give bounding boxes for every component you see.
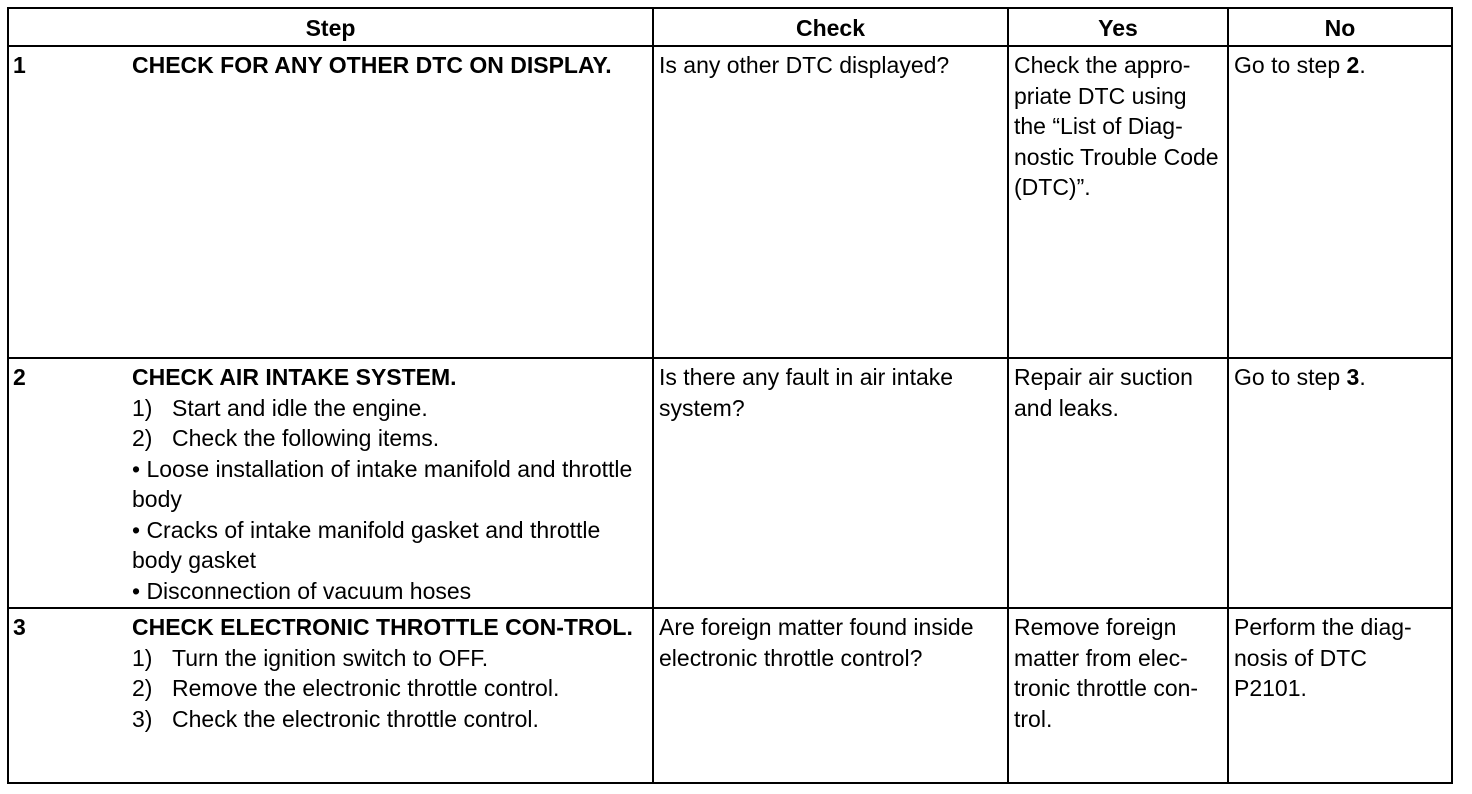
no-suffix: . (1359, 52, 1366, 78)
bullet-item: • Cracks of intake manifold gasket and throttle body gasket (132, 516, 601, 573)
substep (132, 673, 647, 704)
table-row (8, 608, 1452, 783)
step-body (132, 50, 647, 81)
step-number: 1 (13, 52, 26, 78)
substep-text: Turn the ignition switch to OFF. (172, 644, 489, 671)
step-reference: 2 (1346, 52, 1360, 78)
yes-cell: Repair air suction and leaks. (1008, 358, 1228, 608)
no-suffix: . (1359, 364, 1366, 390)
step-body (132, 362, 647, 606)
header-yes: Yes (1008, 8, 1228, 46)
check-cell: Is there any fault in air intake system? (653, 358, 1008, 608)
substep-text: Check the following items. (172, 425, 440, 451)
yes-cell: Check the appro-priate DTC using the “List of Diag-nostic Trouble Code (DTC)”. (1008, 46, 1228, 358)
step-title: CHECK ELECTRONIC THROTTLE CON-TROL. (132, 614, 633, 640)
step-reference: 3 (1346, 364, 1360, 390)
step-number: 3 (13, 614, 26, 640)
no-cell (1228, 46, 1452, 358)
substep (132, 643, 647, 674)
step-body (132, 612, 647, 734)
substep-number: 1) (132, 644, 153, 671)
check-cell: Are foreign matter found inside electronic throttle control? (653, 608, 1008, 783)
substep (132, 704, 647, 735)
table-header-row (8, 8, 1452, 46)
check-cell: Is any other DTC displayed? (653, 46, 1008, 358)
substep-number: 2) (132, 675, 153, 701)
no-cell (1228, 358, 1452, 608)
table-row (8, 358, 1452, 608)
step-title: CHECK AIR INTAKE SYSTEM. (132, 364, 457, 390)
substep-number: 2) (132, 425, 153, 451)
substep-text: Remove the electronic throttle control. (172, 675, 560, 701)
substep-text: Start and idle the engine. (172, 394, 428, 421)
no-cell: Perform the diag-nosis of DTC P2101. (1228, 608, 1452, 783)
header-step: Step (8, 8, 653, 46)
diagnostic-table (7, 7, 1453, 784)
substep-text: Check the electronic throttle control. (172, 705, 539, 732)
step-cell (8, 358, 653, 608)
bullet-item: • Loose installation of intake manifold and throttle body (132, 455, 633, 512)
step-cell (8, 608, 653, 783)
substep-number: 1) (132, 394, 153, 421)
step-cell (8, 46, 653, 358)
yes-cell: Remove foreign matter from elec-tronic throttle con-trol. (1008, 608, 1228, 783)
step-title: CHECK FOR ANY OTHER DTC ON DISPLAY. (132, 52, 612, 78)
substep (132, 423, 647, 454)
substep-number: 3) (132, 705, 153, 732)
step-number: 2 (13, 364, 26, 390)
substep (132, 393, 647, 424)
no-text: Go to step (1234, 52, 1347, 78)
header-check: Check (653, 8, 1008, 46)
header-no: No (1228, 8, 1452, 46)
table-row (8, 46, 1452, 358)
bullet-item: • Disconnection of vacuum hoses (132, 577, 472, 604)
no-text: Go to step (1234, 364, 1347, 390)
